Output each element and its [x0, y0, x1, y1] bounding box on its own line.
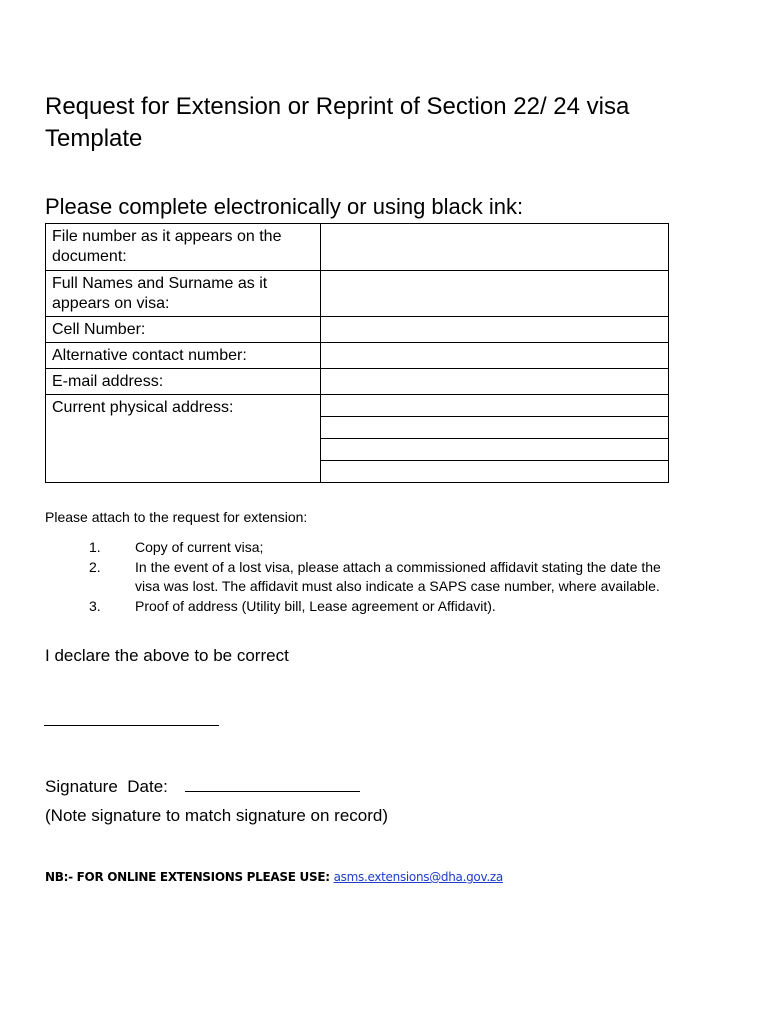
list-item-text: In the event of a lost visa, please attach a commissioned affidavit stating the date the visa was lost. The affidavit must also indicate a SAPS case number, where available.	[135, 558, 661, 594]
online-extension-note	[45, 869, 503, 885]
email-field[interactable]	[321, 369, 669, 395]
list-item-text: Proof of address (Utility bill, Lease agreement or Affidavit).	[135, 597, 496, 614]
address-field[interactable]	[321, 395, 669, 483]
table-row	[46, 224, 669, 271]
email-label: E-mail address:	[46, 369, 321, 395]
attach-intro-text: Please attach to the request for extension:	[45, 509, 308, 525]
full-names-label: Full Names and Surname as it appears on visa:	[46, 271, 321, 317]
signature-date-row	[45, 774, 360, 797]
table-row	[46, 343, 669, 369]
address-line[interactable]	[321, 461, 668, 482]
file-number-label: File number as it appears on the document:	[46, 224, 321, 271]
document-title: Request for Extension or Reprint of Section 22/ 24 visa Template	[45, 93, 630, 152]
list-item	[45, 558, 665, 597]
nb-label: NB:- FOR ONLINE EXTENSIONS PLEASE USE:	[45, 870, 330, 884]
alt-contact-label: Alternative contact number:	[46, 343, 321, 369]
signature-label: Signature	[45, 777, 118, 796]
address-line[interactable]	[321, 417, 668, 439]
cell-number-field[interactable]	[321, 317, 669, 343]
list-number: 2.	[89, 558, 101, 575]
file-number-field[interactable]	[321, 224, 669, 271]
full-names-field[interactable]	[321, 271, 669, 317]
list-item-text: Copy of current visa;	[135, 539, 264, 555]
declaration-text: I declare the above to be correct	[45, 646, 289, 665]
date-label: Date:	[127, 777, 168, 796]
signature-line[interactable]	[44, 725, 219, 726]
list-item	[45, 538, 665, 558]
address-line[interactable]	[321, 395, 668, 417]
list-item	[45, 597, 665, 617]
instruction-heading: Please complete electronically or using black ink:	[45, 194, 524, 219]
alt-contact-field[interactable]	[321, 343, 669, 369]
address-label: Current physical address:	[46, 395, 321, 483]
applicant-details-table	[45, 223, 669, 483]
signature-note: (Note signature to match signature on record)	[45, 806, 389, 825]
requirements-list	[45, 538, 665, 616]
date-line[interactable]	[185, 774, 360, 792]
address-line[interactable]	[321, 439, 668, 461]
list-number: 1.	[89, 539, 101, 555]
table-row	[46, 317, 669, 343]
table-row	[46, 395, 669, 483]
table-row	[46, 271, 669, 317]
cell-number-label: Cell Number:	[46, 317, 321, 343]
table-row	[46, 369, 669, 395]
list-number: 3.	[89, 597, 101, 614]
email-link[interactable]: asms.extensions@dha.gov.za	[333, 870, 503, 884]
